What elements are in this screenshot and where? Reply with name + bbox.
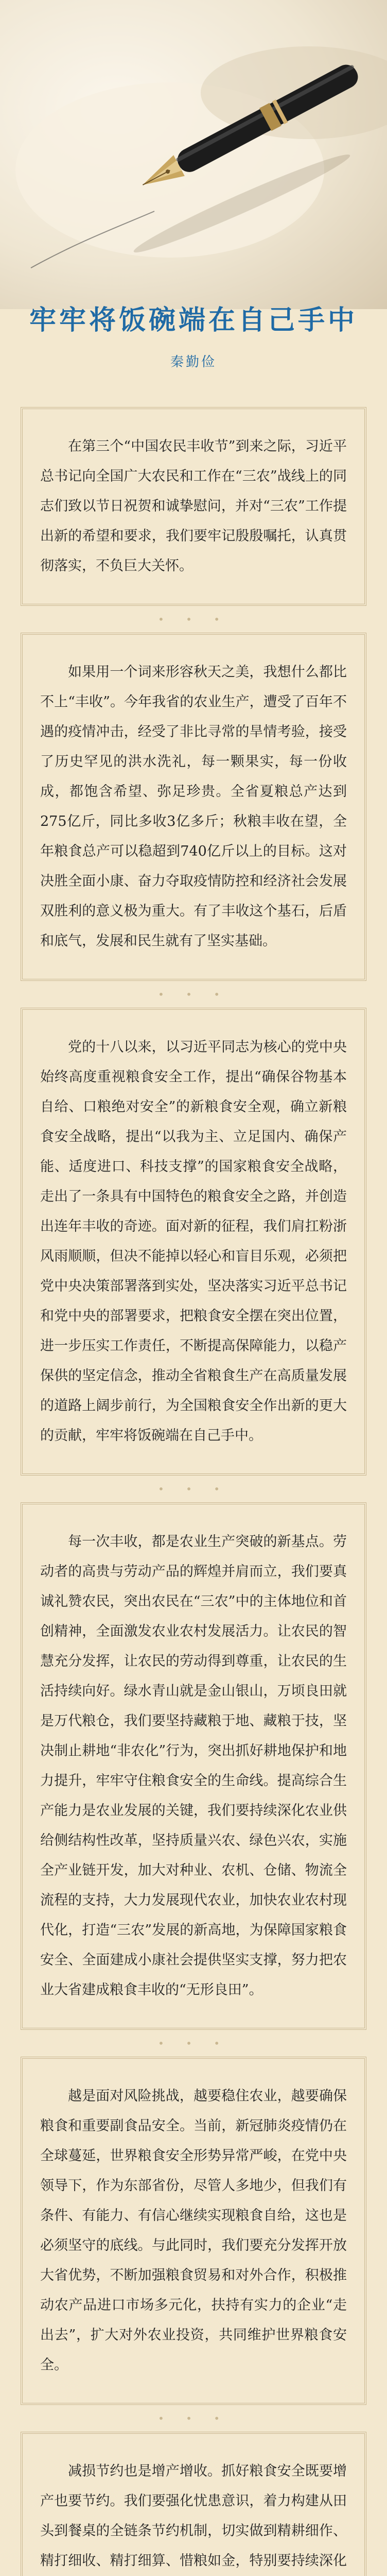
fountain-pen-illustration bbox=[0, 0, 387, 309]
paragraph: 如果用一个词来形容秋天之美，我想什么都比不上“丰收”。今年我省的农业生产，遭受了百年不遇的疫情冲击，经受了非比寻常的旱情考验，接受了历史罕见的洪水洗礼，每一颗果实，每一份收成，都饱含希望、弥足珍贵。全省夏粮总产达到275亿斤，同比多收3亿多斤；秋粮丰收在望，全年粮食总产可以稳超到740亿斤以上的目标。这对决胜全面小康、奋力夺取疫情防控和经济社会发展双胜利的意义极为重大。有了丰收这个基石，后盾和底气，发展和民生就有了坚实基础。 bbox=[40, 664, 347, 949]
hero-illustration bbox=[0, 0, 387, 309]
paragraph: 减损节约也是增产增收。抓好粮食安全既要增产也要节约。我们要强化忧患意识，着力构建从田头到餐桌的全链条节约机制，切实做到精耕细作、精打细收、精打细算、惜粮如金，特别要持续深化 bbox=[40, 2463, 347, 2569]
paragraph: 在第三个“中国农民丰收节”到来之际，习近平总书记向全国广大农民和工作在“三农”战线上的同志们致以节日祝贺和诚挚慰问，并对“三农”工作提出新的希望和要求，我们要牢记殷殷嘱托，认真贯彻落实，不负巨大关怀。 bbox=[40, 438, 347, 574]
section-box bbox=[21, 2057, 366, 2405]
section-divider: • • • bbox=[157, 2037, 230, 2049]
title-block bbox=[0, 304, 387, 370]
section-divider: • • • bbox=[157, 988, 230, 1001]
section-box bbox=[21, 633, 366, 981]
section-box bbox=[21, 1008, 366, 1476]
section-box bbox=[21, 1502, 366, 2030]
article-title: 牢牢将饭碗端在自己手中 bbox=[29, 304, 358, 336]
section-box bbox=[21, 2432, 366, 2576]
section-divider: • • • bbox=[157, 1483, 230, 1495]
paragraph: 党的十八以来，以习近平同志为核心的党中央始终高度重视粮食安全工作，提出“确保谷物基本自给、口粮绝对安全”的新粮食安全观，确立新粮食安全战略，提出“以我为主、立足国内、确保产能、适度进口、科技支撑”的国家粮食安全战略，走出了一条具有中国特色的粮食安全之路，并创造出连年丰收的奇迹。面对新的征程，我们肩扛粉浙风雨顺顺，但决不能掉以轻心和盲目乐观，必须把党中央决策部署落到实处，坚决落实习近平总书记和党中央的部署要求，把粮食安全摆在突出位置，进一步压实工作责任，不断提高保障能力，以稳产保供的坚定信念，推动全省粮食生产在高质量发展的道路上阔步前行，为全国粮食安全作出新的更大的贡献，牢牢将饭碗端在自己手中。 bbox=[40, 1039, 347, 1444]
paragraph: 每一次丰收，都是农业生产突破的新基点。劳动者的高贵与劳动产品的辉煌并肩而立，我们要真诚礼赞农民，突出农民在“三农”中的主体地位和首创精神，全面激发农业农村发展活力。让农民的智慧充分发挥，让农民的劳动得到尊重，让农民的生活持续向好。绿水青山就是金山银山，万顷良田就是万代粮仓，我们要坚持藏粮于地、藏粮于技，坚决制止耕地“非农化”行为，突出抓好耕地保护和地力提升，牢牢守住粮食安全的生命线。提高综合生产能力是农业发展的关键，我们要持续深化农业供给侧结构性改革，坚持质量兴农、绿色兴农，实施全产业链开发，加大对种业、农机、仓储、物流全流程的支持，大力发展现代农业，加快农业农村现代化，打造“三农”发展的新高地，为保障国家粮食安全、全面建成小康社会提供坚实支撑，努力把农业大省建成粮食丰收的“无形良田”。 bbox=[40, 1534, 347, 1998]
section-divider: • • • bbox=[157, 613, 230, 625]
section-divider: • • • bbox=[157, 2412, 230, 2425]
section-box bbox=[21, 407, 366, 606]
article-author: 秦勤俭 bbox=[170, 354, 217, 370]
paragraph: 越是面对风险挑战，越要稳住农业，越要确保粮食和重要副食品安全。当前，新冠肺炎疫情仍在全球蔓延，世界粮食安全形势异常严峻，在党中央领导下，作为东部省份，尽管人多地少，但我们有条件、有能力、有信心继续实现粮食自给，这也是必须坚守的底线。与此同时，我们要充分发挥开放大省优势，不断加强粮食贸易和对外合作，积极推动农产品进口市场多元化，扶持有实力的企业“走出去”，扩大对外农业投资，共同维护世界粮食安全。 bbox=[40, 2088, 347, 2373]
